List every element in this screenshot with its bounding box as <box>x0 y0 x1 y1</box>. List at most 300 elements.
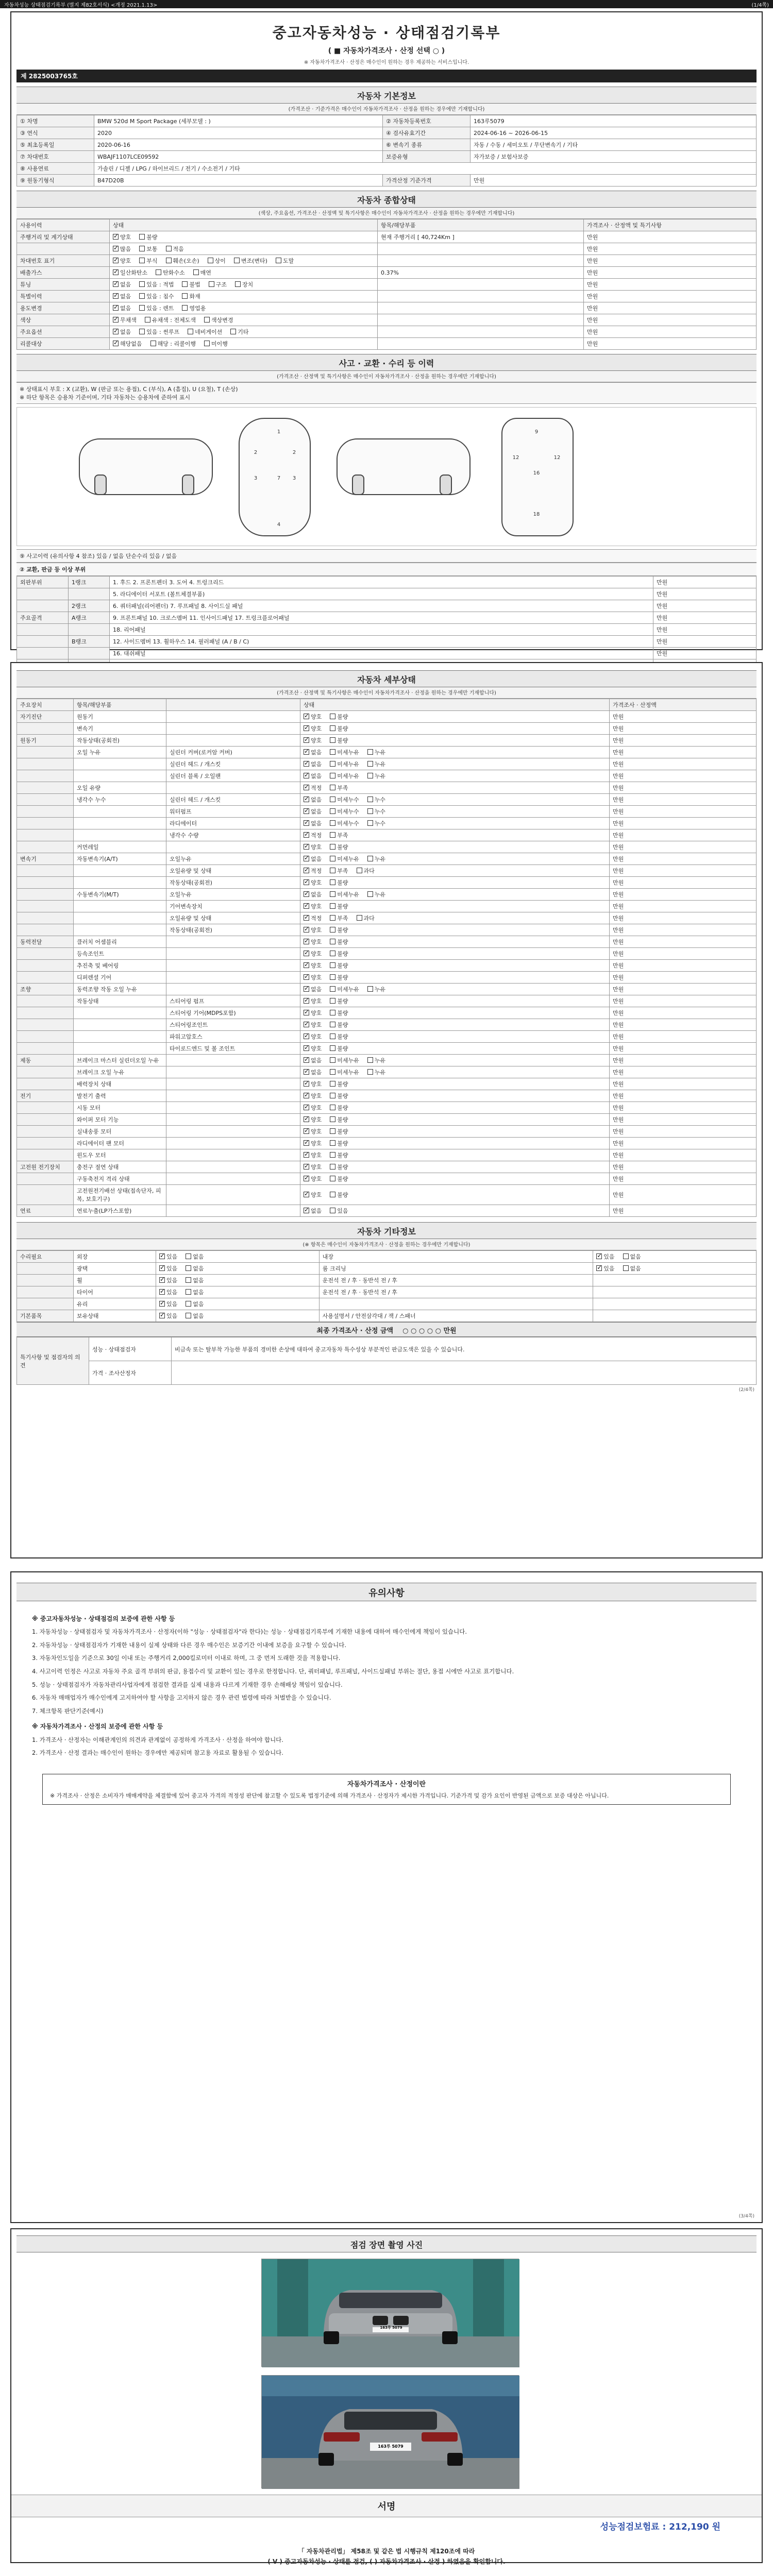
checkbox-icon[interactable] <box>304 974 309 980</box>
checkbox-icon[interactable] <box>367 796 373 802</box>
checkbox-icon[interactable] <box>367 1069 373 1075</box>
checkbox-icon[interactable] <box>304 1045 309 1051</box>
detail-state-option[interactable] <box>367 1056 385 1064</box>
detail-state-option[interactable] <box>304 890 322 899</box>
checkbox-icon[interactable] <box>330 1176 335 1181</box>
checkbox-icon[interactable] <box>304 951 309 956</box>
overview-state-option[interactable] <box>204 316 233 324</box>
detail-state-option[interactable] <box>330 961 348 970</box>
checkbox-icon[interactable] <box>367 773 373 778</box>
other-state-option[interactable] <box>159 1288 177 1296</box>
overview-state-option[interactable] <box>113 316 137 324</box>
checkbox-icon[interactable] <box>304 998 309 1004</box>
checkbox-icon[interactable] <box>304 903 309 909</box>
overview-state-option[interactable] <box>209 280 227 289</box>
checkbox-icon[interactable] <box>304 761 309 767</box>
detail-state-option[interactable] <box>330 724 348 733</box>
detail-state-option[interactable] <box>330 1139 348 1147</box>
checkbox-icon[interactable] <box>330 1208 335 1213</box>
checkbox-icon[interactable] <box>304 1208 309 1213</box>
checkbox-icon[interactable] <box>209 281 214 287</box>
checkbox-icon[interactable] <box>330 1140 335 1146</box>
detail-state-option[interactable] <box>367 890 385 899</box>
checkbox-icon[interactable] <box>304 962 309 968</box>
checkbox-icon[interactable] <box>113 329 119 334</box>
other-state-option[interactable] <box>186 1300 204 1308</box>
overview-state-option[interactable] <box>166 245 184 253</box>
checkbox-icon[interactable] <box>330 1081 335 1087</box>
checkbox-icon[interactable] <box>304 1116 309 1122</box>
overview-state-option[interactable] <box>139 280 174 289</box>
checkbox-icon[interactable] <box>330 725 335 731</box>
detail-state-option[interactable] <box>304 1009 322 1017</box>
detail-state-option[interactable] <box>304 1191 322 1199</box>
other-state-option[interactable] <box>159 1264 177 1273</box>
overview-state-option[interactable] <box>113 340 142 348</box>
checkbox-icon[interactable] <box>330 785 335 790</box>
checkbox-icon[interactable] <box>330 1022 335 1027</box>
overview-state-option[interactable] <box>139 257 157 265</box>
detail-state-option[interactable] <box>304 1139 322 1147</box>
detail-state-option[interactable] <box>304 1080 322 1088</box>
detail-state-option[interactable] <box>304 1163 322 1171</box>
detail-state-option[interactable] <box>367 748 385 756</box>
detail-state-option[interactable] <box>304 973 322 981</box>
detail-state-option[interactable] <box>330 985 359 993</box>
checkbox-icon[interactable] <box>330 832 335 838</box>
checkbox-icon[interactable] <box>139 246 145 251</box>
detail-state-option[interactable] <box>330 1044 348 1053</box>
checkbox-icon[interactable] <box>304 986 309 992</box>
detail-state-option[interactable] <box>367 819 385 827</box>
checkbox-icon[interactable] <box>330 1192 335 1197</box>
checkbox-icon[interactable] <box>330 714 335 719</box>
detail-state-option[interactable] <box>367 985 385 993</box>
overview-state-option[interactable] <box>113 304 131 312</box>
detail-state-option[interactable] <box>330 1021 348 1029</box>
checkbox-icon[interactable] <box>235 281 241 287</box>
detail-state-option[interactable] <box>304 748 322 756</box>
checkbox-icon[interactable] <box>304 1057 309 1063</box>
checkbox-icon[interactable] <box>304 1105 309 1110</box>
checkbox-icon[interactable] <box>330 796 335 802</box>
checkbox-icon[interactable] <box>330 1105 335 1110</box>
checkbox-icon[interactable] <box>330 820 335 826</box>
checkbox-icon[interactable] <box>330 1045 335 1051</box>
detail-state-option[interactable] <box>330 1207 348 1215</box>
checkbox-icon[interactable] <box>304 927 309 933</box>
checkbox-icon[interactable] <box>304 1069 309 1075</box>
detail-state-option[interactable] <box>304 997 322 1005</box>
checkbox-icon[interactable] <box>330 962 335 968</box>
checkbox-icon[interactable] <box>166 246 172 251</box>
checkbox-icon[interactable] <box>357 915 362 921</box>
detail-state-option[interactable] <box>367 772 385 780</box>
checkbox-icon[interactable] <box>234 258 240 263</box>
checkbox-icon[interactable] <box>113 317 119 323</box>
detail-state-option[interactable] <box>367 795 385 804</box>
checkbox-icon[interactable] <box>330 761 335 767</box>
checkbox-icon[interactable] <box>186 1277 191 1283</box>
detail-state-option[interactable] <box>367 807 385 816</box>
checkbox-icon[interactable] <box>182 281 188 287</box>
checkbox-icon[interactable] <box>596 1265 602 1271</box>
other-state-option[interactable] <box>186 1252 204 1261</box>
detail-state-option[interactable] <box>304 926 322 934</box>
checkbox-icon[interactable] <box>330 903 335 909</box>
detail-state-option[interactable] <box>304 772 322 780</box>
detail-state-option[interactable] <box>304 1104 322 1112</box>
detail-state-option[interactable] <box>330 1009 348 1017</box>
detail-state-option[interactable] <box>330 831 348 839</box>
checkbox-icon[interactable] <box>304 1152 309 1158</box>
checkbox-icon[interactable] <box>367 856 373 861</box>
checkbox-icon[interactable] <box>113 341 119 346</box>
checkbox-icon[interactable] <box>330 951 335 956</box>
detail-state-option[interactable] <box>304 819 322 827</box>
checkbox-icon[interactable] <box>330 986 335 992</box>
checkbox-icon[interactable] <box>230 329 236 334</box>
detail-state-option[interactable] <box>304 1115 322 1124</box>
detail-state-option[interactable] <box>330 902 348 910</box>
overview-state-option[interactable] <box>166 257 199 265</box>
detail-state <box>300 1173 610 1185</box>
detail-state-option[interactable] <box>330 973 348 981</box>
checkbox-icon[interactable] <box>304 808 309 814</box>
checkbox-icon[interactable] <box>186 1289 191 1295</box>
other-state-option[interactable] <box>159 1300 177 1308</box>
checkbox-icon[interactable] <box>186 1253 191 1259</box>
detail-state-option[interactable] <box>304 713 322 721</box>
checkbox-icon[interactable] <box>139 234 145 240</box>
checkbox-icon[interactable] <box>304 1093 309 1098</box>
detail-state-option[interactable] <box>330 938 348 946</box>
checkbox-icon[interactable] <box>330 1069 335 1075</box>
checkbox-icon[interactable] <box>304 820 309 826</box>
checkbox-icon[interactable] <box>145 317 150 323</box>
overview-state-option[interactable] <box>234 257 267 265</box>
checkbox-icon[interactable] <box>139 305 145 311</box>
checkbox-icon[interactable] <box>182 305 188 311</box>
other-state-option[interactable] <box>159 1276 177 1284</box>
checkbox-icon[interactable] <box>330 974 335 980</box>
detail-state-option[interactable] <box>304 807 322 816</box>
checkbox-icon[interactable] <box>304 773 309 778</box>
checkbox-icon[interactable] <box>304 1176 309 1181</box>
checkbox-icon[interactable] <box>304 1033 309 1039</box>
other-state-option[interactable] <box>596 1264 614 1273</box>
checkbox-icon[interactable] <box>304 714 309 719</box>
checkbox-icon[interactable] <box>113 246 119 251</box>
detail-state-option[interactable] <box>330 1127 348 1136</box>
detail-state-option[interactable] <box>304 1175 322 1183</box>
checkbox-icon[interactable] <box>330 1128 335 1134</box>
detail-state-option[interactable] <box>330 855 359 863</box>
detail-state-option[interactable] <box>304 1032 322 1041</box>
checkbox-icon[interactable] <box>139 329 145 334</box>
checkbox-icon[interactable] <box>367 1057 373 1063</box>
overview-state-option[interactable] <box>208 257 226 265</box>
overview-state-option[interactable] <box>139 233 157 241</box>
detail-state-option[interactable] <box>330 997 348 1005</box>
checkbox-icon[interactable] <box>330 1057 335 1063</box>
checkbox-icon[interactable] <box>304 891 309 897</box>
detail-state-option[interactable] <box>330 914 348 922</box>
checkbox-icon[interactable] <box>182 293 188 299</box>
checkbox-icon[interactable] <box>357 868 362 873</box>
checkbox-icon[interactable] <box>186 1265 191 1271</box>
detail-state-option[interactable] <box>330 784 348 792</box>
checkbox-icon[interactable] <box>159 1277 165 1283</box>
overview-state-option[interactable] <box>113 280 131 289</box>
checkbox-icon[interactable] <box>330 1093 335 1098</box>
checkbox-icon[interactable] <box>139 281 145 287</box>
detail-state-option[interactable] <box>357 914 375 922</box>
detail-state-option[interactable] <box>330 1092 348 1100</box>
detail-state-option[interactable] <box>304 1056 322 1064</box>
detail-state-option[interactable] <box>304 914 322 922</box>
checkbox-icon[interactable] <box>330 773 335 778</box>
detail-state-option[interactable] <box>304 736 322 744</box>
checkbox-icon[interactable] <box>304 1192 309 1197</box>
checkbox-icon[interactable] <box>304 1140 309 1146</box>
other-state-option[interactable] <box>186 1264 204 1273</box>
detail-state-option[interactable] <box>330 795 359 804</box>
checkbox-icon[interactable] <box>367 986 373 992</box>
overview-state-option[interactable] <box>182 280 200 289</box>
checkbox-icon[interactable] <box>330 1116 335 1122</box>
checkbox-icon[interactable] <box>623 1265 629 1271</box>
checkbox-icon[interactable] <box>139 258 145 263</box>
detail-state-option[interactable] <box>304 950 322 958</box>
detail-state-option[interactable] <box>330 807 359 816</box>
checkbox-icon[interactable] <box>330 868 335 873</box>
detail-state-option[interactable] <box>304 1044 322 1053</box>
detail-state-option[interactable] <box>367 760 385 768</box>
overview-state-option[interactable] <box>113 268 147 277</box>
checkbox-icon[interactable] <box>304 868 309 873</box>
detail-state-option[interactable] <box>330 867 348 875</box>
overview-state-option[interactable] <box>145 316 196 324</box>
detail-state-option[interactable] <box>304 724 322 733</box>
checkbox-icon[interactable] <box>139 293 145 299</box>
overview-state-option[interactable] <box>235 280 253 289</box>
checkbox-icon[interactable] <box>304 844 309 850</box>
detail-state-option[interactable] <box>330 1175 348 1183</box>
detail-state-option[interactable] <box>330 1151 348 1159</box>
checkbox-icon[interactable] <box>113 305 119 311</box>
checkbox-icon[interactable] <box>304 856 309 861</box>
other-state-option[interactable] <box>186 1276 204 1284</box>
checkbox-icon[interactable] <box>204 341 210 346</box>
checkbox-icon[interactable] <box>156 269 161 275</box>
signature-title: 서명 <box>11 2495 762 2517</box>
detail-state-option[interactable] <box>357 867 375 875</box>
overview-state-option[interactable] <box>276 257 294 265</box>
overview-state-option[interactable] <box>139 245 157 253</box>
detail-state-option[interactable] <box>330 1163 348 1171</box>
checkbox-icon[interactable] <box>330 1152 335 1158</box>
checkbox-icon[interactable] <box>330 1010 335 1015</box>
checkbox-icon[interactable] <box>367 808 373 814</box>
detail-state-option[interactable] <box>330 1056 359 1064</box>
checkbox-icon[interactable] <box>304 1010 309 1015</box>
checkbox-icon[interactable] <box>186 1301 191 1307</box>
checkbox-icon[interactable] <box>330 891 335 897</box>
detail-state-option[interactable] <box>304 985 322 993</box>
checkbox-icon[interactable] <box>276 258 281 263</box>
detail-state-option[interactable] <box>330 760 359 768</box>
other-state-option[interactable] <box>186 1288 204 1296</box>
checkbox-icon[interactable] <box>159 1313 165 1318</box>
detail-state-option[interactable] <box>330 1115 348 1124</box>
notice-heading-2: ※ 자동차가격조사 · 산정의 보증에 관한 사항 등 <box>32 1723 163 1731</box>
overview-state-option[interactable] <box>113 245 131 253</box>
checkbox-icon[interactable] <box>330 927 335 933</box>
detail-state-option[interactable] <box>330 1068 359 1076</box>
checkbox-icon[interactable] <box>208 258 213 263</box>
other-state-option[interactable] <box>159 1312 177 1320</box>
detail-state-option[interactable] <box>304 843 322 851</box>
overview-state-option[interactable] <box>139 328 179 336</box>
checkbox-icon[interactable] <box>304 832 309 838</box>
detail-state-option[interactable] <box>330 736 348 744</box>
detail-state-option[interactable] <box>330 772 359 780</box>
checkbox-icon[interactable] <box>113 258 119 263</box>
checkbox-icon[interactable] <box>304 725 309 731</box>
detail-state-option[interactable] <box>330 1191 348 1199</box>
checkbox-icon[interactable] <box>330 749 335 755</box>
other-state-option[interactable] <box>596 1252 614 1261</box>
checkbox-icon[interactable] <box>304 915 309 921</box>
checkbox-icon[interactable] <box>330 1033 335 1039</box>
checkbox-icon[interactable] <box>330 1164 335 1170</box>
checkbox-icon[interactable] <box>193 269 199 275</box>
detail-state-option[interactable] <box>330 878 348 887</box>
overview-state-option[interactable] <box>113 257 131 265</box>
detail-state-option[interactable] <box>330 1080 348 1088</box>
overview-state-option[interactable] <box>188 328 222 336</box>
checkbox-icon[interactable] <box>204 317 210 323</box>
checkbox-icon[interactable] <box>304 1081 309 1087</box>
detail-state-option[interactable] <box>304 1207 322 1215</box>
other-state-option[interactable] <box>623 1252 641 1261</box>
checkbox-icon[interactable] <box>304 939 309 944</box>
checkbox-icon[interactable] <box>159 1265 165 1271</box>
detail-device: 동력전달 <box>17 936 74 948</box>
detail-state-option[interactable] <box>330 950 348 958</box>
overview-state-option[interactable] <box>230 328 248 336</box>
detail-state-option[interactable] <box>367 1068 385 1076</box>
checkbox-icon[interactable] <box>113 234 119 240</box>
checkbox-icon[interactable] <box>113 293 119 299</box>
overview-state-option[interactable] <box>113 328 131 336</box>
detail-state-option[interactable] <box>330 748 359 756</box>
detail-state-option[interactable] <box>304 855 322 863</box>
checkbox-icon[interactable] <box>367 891 373 897</box>
overview-state-option[interactable] <box>113 292 131 300</box>
other-state-option[interactable] <box>623 1264 641 1273</box>
checkbox-icon[interactable] <box>367 761 373 767</box>
checkbox-icon[interactable] <box>186 1313 191 1318</box>
checkbox-icon[interactable] <box>159 1301 165 1307</box>
checkbox-icon[interactable] <box>113 281 119 287</box>
checkbox-icon[interactable] <box>330 844 335 850</box>
checkbox-icon[interactable] <box>159 1289 165 1295</box>
detail-state-option[interactable] <box>304 938 322 946</box>
detail-state-option[interactable] <box>330 843 348 851</box>
detail-state-option[interactable] <box>304 795 322 804</box>
checkbox-icon[interactable] <box>330 998 335 1004</box>
checkbox-icon[interactable] <box>330 915 335 921</box>
detail-state-option[interactable] <box>330 1032 348 1041</box>
checkbox-icon[interactable] <box>150 341 156 346</box>
overview-state-option[interactable] <box>113 233 131 241</box>
checkbox-icon[interactable] <box>304 879 309 885</box>
checkbox-icon[interactable] <box>304 796 309 802</box>
checkbox-icon[interactable] <box>623 1253 629 1259</box>
detail-state-option[interactable] <box>304 831 322 839</box>
checkbox-icon[interactable] <box>304 1164 309 1170</box>
detail-state-option[interactable] <box>304 1092 322 1100</box>
detail-state-option[interactable] <box>304 878 322 887</box>
detail-state-option[interactable] <box>330 926 348 934</box>
detail-state-option[interactable] <box>304 1151 322 1159</box>
detail-state-option[interactable] <box>304 760 322 768</box>
detail-state-option[interactable] <box>304 1021 322 1029</box>
detail-state-option[interactable] <box>304 1127 322 1136</box>
checkbox-icon[interactable] <box>166 258 172 263</box>
checkbox-icon[interactable] <box>304 737 309 743</box>
checkbox-icon[interactable] <box>188 329 193 334</box>
overview-state-option[interactable] <box>182 304 206 312</box>
other-state-option[interactable] <box>186 1312 204 1320</box>
other-state-option[interactable] <box>159 1252 177 1261</box>
overview-state-option[interactable] <box>193 268 211 277</box>
overview-state-option[interactable] <box>204 340 228 348</box>
checkbox-icon[interactable] <box>330 856 335 861</box>
detail-state-option[interactable] <box>367 855 385 863</box>
checkbox-icon[interactable] <box>330 737 335 743</box>
detail-state-option[interactable] <box>304 784 322 792</box>
detail-state-option[interactable] <box>304 1068 322 1076</box>
detail-state-option[interactable] <box>304 961 322 970</box>
detail-state-option[interactable] <box>304 902 322 910</box>
checkbox-icon[interactable] <box>304 749 309 755</box>
checkbox-icon[interactable] <box>330 939 335 944</box>
checkbox-icon[interactable] <box>367 820 373 826</box>
checkbox-icon[interactable] <box>330 879 335 885</box>
detail-state-option[interactable] <box>330 890 359 899</box>
checkbox-icon[interactable] <box>596 1253 602 1259</box>
checkbox-icon[interactable] <box>367 749 373 755</box>
checkbox-icon[interactable] <box>304 1022 309 1027</box>
overview-state-option[interactable] <box>182 292 200 300</box>
checkbox-icon[interactable] <box>304 785 309 790</box>
overview-state-option[interactable] <box>150 340 196 348</box>
detail-state-option[interactable] <box>330 819 359 827</box>
overview-state-option[interactable] <box>139 304 174 312</box>
detail-state-option[interactable] <box>330 713 348 721</box>
checkbox-icon[interactable] <box>330 808 335 814</box>
overview-state-option[interactable] <box>156 268 185 277</box>
detail-state-option[interactable] <box>330 1104 348 1112</box>
checkbox-icon[interactable] <box>113 269 119 275</box>
checkbox-icon[interactable] <box>159 1253 165 1259</box>
checkbox-icon[interactable] <box>304 1128 309 1134</box>
overview-state-option[interactable] <box>139 292 174 300</box>
detail-state-option[interactable] <box>304 867 322 875</box>
